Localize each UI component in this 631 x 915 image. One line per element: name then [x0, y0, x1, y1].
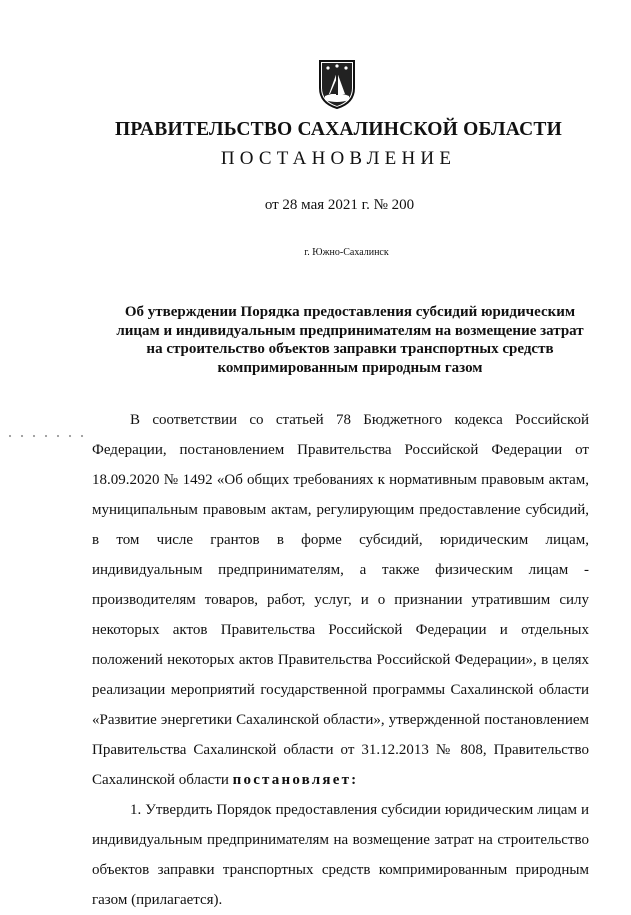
paragraph-item-1: 1. Утвердить Порядок предоставления субсидии юридическим лицам и индивидуальным предпринимателям на возмещение затрат на строительство объектов заправки транспортных средств компримированным природным газом (прилагается). — [92, 802, 589, 908]
resolution-word: постановляет: — [232, 772, 359, 788]
coat-of-arms-icon — [317, 58, 357, 110]
document-type: ПОСТАНОВЛЕНИЕ — [220, 148, 457, 169]
document-body — [92, 405, 589, 915]
scan-dots-decoration — [4, 433, 90, 439]
document-city: г. Южно-Сахалинск — [304, 247, 389, 258]
government-name: ПРАВИТЕЛЬСТВО САХАЛИНСКОЙ ОБЛАСТИ — [115, 119, 562, 140]
document-title: Об утверждении Порядка предоставления субсидий юридическим лицам и индивидуальным предпринимателям на возмещение затрат на строительство объектов заправки транспортных средств компримированным природным газом — [116, 304, 584, 377]
document-date-number: от 28 мая 2021 г. № 200 — [264, 197, 415, 213]
paragraph-preamble — [92, 405, 589, 795]
preamble-text: В соответствии со статьей 78 Бюджетного кодекса Российской Федерации, постановлением Правительства Российской Федерации от 18.09.2020 № 1492 «Об общих требованиях к нормативным правовым актам, муниципальным правовым актам, регулирующим предоставление субсидий, в том числе грантов в форме субсидий, юридическим лицам, индивидуальным предпринимателям, а также физическим лицам - производителям товаров, работ, услуг, и о признании утратившим силу некоторых актов Правительства Российской Федерации и отдельных положений некоторых актов Правительства Российской Федерации», в целях реализации мероприятий государственной программы Сахалинской области «Развитие энергетики Сахалинской области», утвержденной постановлением Правительства Сахалинской области от 31.12.2013 № 808, Правительство Сахалинской области — [92, 412, 589, 788]
